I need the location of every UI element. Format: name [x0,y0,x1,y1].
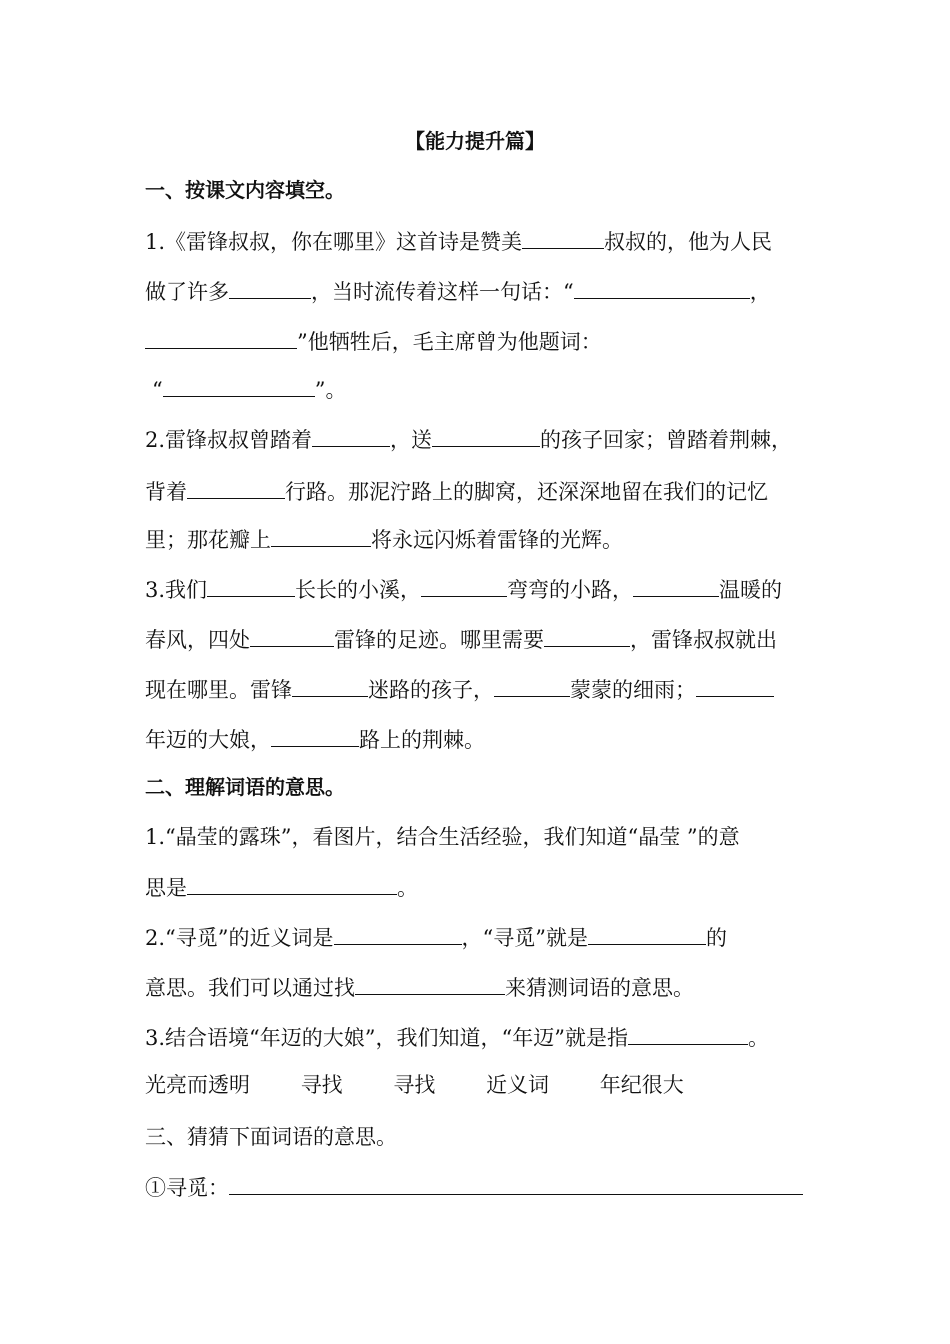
blank[interactable] [271,724,359,747]
section2-heading: 二、理解词语的意思。 [145,775,345,799]
word-options [145,1070,684,1100]
text: 长长的小溪， [295,578,422,602]
blank[interactable] [229,276,311,299]
option-word: 光亮而透明 [145,1073,250,1097]
section1-heading: 一、按课文内容填空。 [145,178,345,202]
text: ，“寻觅”就是 [461,926,588,950]
option-word: 近义词 [486,1073,550,1097]
text: 2.“寻觅”的近义词是 [145,926,334,950]
blank[interactable] [207,574,295,597]
text: 迷路的孩子， [368,678,494,702]
text: 行路。那泥泞路上的脚窝，还深深地留在我们的记忆 [285,480,768,504]
s1-q3-line3 [145,674,774,705]
text: ”他牺牲后，毛主席曾为他题词： [297,330,602,354]
text: 3.我们 [145,578,208,602]
blank[interactable] [522,226,604,249]
text: 春风，四处 [145,628,250,652]
blank[interactable] [432,424,540,447]
s1-q3-line4 [145,724,485,755]
text: 路上的荆棘。 [359,728,485,752]
text: 雷锋的足迹。哪里需要 [334,628,544,652]
text: 现在哪里。雷锋 [145,678,292,702]
s2-q2-line1 [145,922,727,953]
text: 来猜测词语的意思。 [505,976,694,1000]
text: ，当时流传着这样一句话：“ [311,280,574,304]
s1-q2-line1 [145,424,792,455]
s1-q1-line4 [152,374,347,405]
s2-q2-line2 [145,972,694,1003]
blank[interactable] [271,524,371,547]
blank[interactable] [187,872,397,895]
blank[interactable] [334,922,462,945]
blank[interactable] [187,476,285,499]
text: “ [152,378,163,402]
page-title: 【能力提升篇】 [405,129,545,153]
blank[interactable] [494,674,570,697]
text: 的孩子回家；曾踏着荆棘， [540,428,793,452]
text: 意思。我们可以通过找 [145,976,355,1000]
blank[interactable] [250,624,334,647]
text: 的 [706,926,727,950]
s1-q1-line3 [145,326,602,357]
text: 年迈的大娘， [145,728,271,752]
text: 3.结合语境“年迈的大娘”，我们知道，“年迈”就是指 [145,1026,628,1050]
blank[interactable] [312,424,390,447]
blank[interactable] [163,374,315,397]
s2-q1-line2 [145,872,418,903]
text: 做了许多 [145,280,229,304]
option-word: 年纪很大 [599,1073,684,1097]
s1-q3-line2 [145,624,777,655]
text: 思是 [145,876,187,900]
text: ①寻觅： [145,1176,229,1200]
s1-q2-line2 [145,476,768,507]
blank[interactable] [292,674,368,697]
blank[interactable] [229,1172,803,1195]
text: 1.《雷锋叔叔，你在哪里》这首诗是赞美 [145,230,523,254]
text: ， [749,280,771,304]
blank[interactable] [421,574,507,597]
text: 弯弯的小路， [507,578,634,602]
blank[interactable] [544,624,630,647]
blank[interactable] [588,922,706,945]
blank[interactable] [355,972,505,995]
option-word: 寻找 [393,1073,436,1097]
s1-q1-line2 [145,276,771,307]
s2-q3-line1 [145,1022,769,1053]
text: 。 [747,1026,769,1050]
s1-q3-line1 [145,574,782,605]
text: 将永远闪烁着雷锋的光辉。 [371,528,623,552]
blank[interactable] [145,326,297,349]
text: 2.雷锋叔叔曾踏着 [145,428,313,452]
text: 。 [397,876,418,900]
s1-q1-line1 [145,226,772,257]
s1-q2-line3 [145,524,623,555]
s2-q1-line1: 1.“晶莹的露珠”，看图片，结合生活经验，我们知道“晶莹 ”的意 [145,825,740,849]
text: 里；那花瓣上 [145,528,271,552]
text: ”。 [314,378,347,402]
text: 蒙蒙的细雨； [570,678,696,702]
text: ，雷锋叔叔就出 [630,628,777,652]
blank[interactable] [633,574,719,597]
s3-item1 [145,1172,803,1203]
text: 背着 [145,480,187,504]
blank[interactable] [628,1022,748,1045]
blank[interactable] [696,674,774,697]
section3-heading: 三、猜猜下面词语的意思。 [145,1125,397,1149]
text: 叔叔的，他为人民 [604,230,773,254]
blank[interactable] [574,276,750,299]
option-word: 寻找 [300,1073,343,1097]
text: 温暖的 [719,578,783,602]
text: ，送 [390,428,433,452]
